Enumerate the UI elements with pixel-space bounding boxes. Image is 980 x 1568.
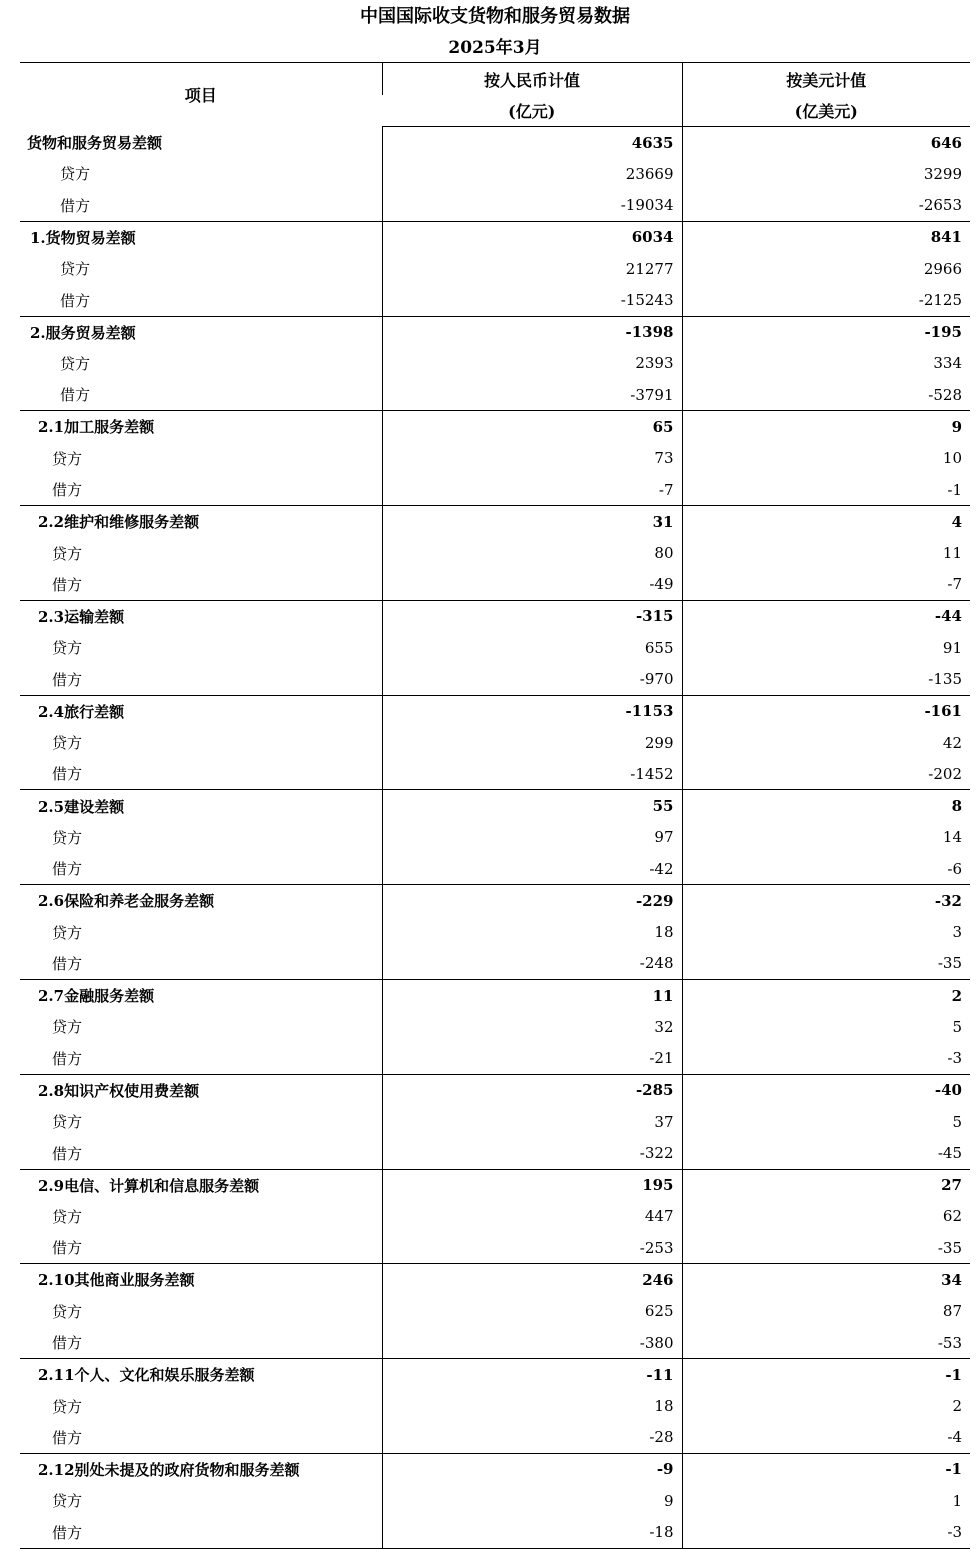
trade-data-table bbox=[20, 62, 970, 1549]
rmb-value: -28 bbox=[382, 1422, 682, 1454]
rmb-value: 4635 bbox=[382, 127, 682, 159]
usd-value: -2653 bbox=[682, 190, 970, 222]
rmb-value: -11 bbox=[382, 1359, 682, 1391]
row-label: 贷方 bbox=[52, 544, 83, 563]
header-rmb: 按人民币计值 bbox=[382, 63, 682, 96]
row-label: 贷方 bbox=[52, 1113, 83, 1132]
rmb-value: -21 bbox=[382, 1043, 682, 1075]
usd-value: -3 bbox=[682, 1517, 970, 1549]
credit-row bbox=[20, 1201, 970, 1233]
rmb-value: -15243 bbox=[382, 284, 682, 316]
credit-row bbox=[20, 727, 970, 759]
rmb-value: 31 bbox=[382, 506, 682, 538]
debit-row bbox=[20, 664, 970, 696]
row-label: 2.9电信、计算机和信息服务差额 bbox=[38, 1176, 260, 1195]
row-label: 借方 bbox=[20, 1327, 382, 1359]
row-label: 借方 bbox=[20, 664, 382, 696]
table-body bbox=[20, 127, 970, 1549]
usd-value: -195 bbox=[682, 316, 970, 348]
usd-value: -7 bbox=[682, 569, 970, 601]
row-label: 贷方 bbox=[52, 449, 83, 468]
header-rmb-unit: (亿元) bbox=[382, 95, 682, 127]
page-title: 中国国际收支货物和服务贸易数据 bbox=[360, 6, 630, 27]
usd-value: -44 bbox=[682, 600, 970, 632]
rmb-value: 625 bbox=[382, 1295, 682, 1327]
usd-value: -4 bbox=[682, 1422, 970, 1454]
usd-value: -161 bbox=[682, 695, 970, 727]
debit-row bbox=[20, 1327, 970, 1359]
debit-row bbox=[20, 758, 970, 790]
row-label: 贷方 bbox=[52, 1397, 83, 1416]
usd-value: 2966 bbox=[682, 253, 970, 285]
row-label: 2.5建设差额 bbox=[38, 797, 125, 816]
rmb-value: -1398 bbox=[382, 316, 682, 348]
credit-row bbox=[20, 1106, 970, 1138]
row-label: 货物和服务贸易差额 bbox=[27, 133, 163, 152]
rmb-value: -229 bbox=[382, 885, 682, 917]
credit-row bbox=[20, 822, 970, 854]
credit-row bbox=[20, 253, 970, 285]
page-subtitle: 2025年3月 bbox=[448, 38, 542, 58]
row-label: 贷方 bbox=[60, 260, 91, 279]
summary-row bbox=[20, 506, 970, 538]
row-label: 贷方 bbox=[52, 734, 83, 753]
usd-value: 4 bbox=[682, 506, 970, 538]
summary-row bbox=[20, 790, 970, 822]
debit-row bbox=[20, 569, 970, 601]
usd-value: 42 bbox=[682, 727, 970, 759]
row-label: 借方 bbox=[20, 948, 382, 980]
rmb-value: -3791 bbox=[382, 379, 682, 411]
rmb-value: 21277 bbox=[382, 253, 682, 285]
debit-row bbox=[20, 1043, 970, 1075]
credit-row bbox=[20, 632, 970, 664]
usd-value: 87 bbox=[682, 1295, 970, 1327]
usd-value: -32 bbox=[682, 885, 970, 917]
debit-row bbox=[20, 379, 970, 411]
usd-value: 5 bbox=[682, 1106, 970, 1138]
row-label: 贷方 bbox=[60, 354, 91, 373]
usd-value: -53 bbox=[682, 1327, 970, 1359]
rmb-value: -322 bbox=[382, 1138, 682, 1170]
row-label: 贷方 bbox=[52, 1207, 83, 1226]
rmb-value: 447 bbox=[382, 1201, 682, 1233]
usd-value: -3 bbox=[682, 1043, 970, 1075]
row-label: 2.12别处未提及的政府货物和服务差额 bbox=[38, 1460, 300, 1479]
credit-row bbox=[20, 158, 970, 190]
rmb-value: -1153 bbox=[382, 695, 682, 727]
rmb-value: 97 bbox=[382, 822, 682, 854]
rmb-value: -19034 bbox=[382, 190, 682, 222]
header-item: 项目 bbox=[20, 63, 382, 127]
rmb-value: 195 bbox=[382, 1169, 682, 1201]
row-label: 2.8知识产权使用费差额 bbox=[38, 1081, 200, 1100]
credit-row bbox=[20, 348, 970, 380]
row-label: 2.2维护和维修服务差额 bbox=[38, 513, 200, 532]
row-label: 2.7金融服务差额 bbox=[38, 987, 155, 1006]
debit-row bbox=[20, 474, 970, 506]
row-label: 借方 bbox=[20, 1517, 382, 1549]
rmb-value: 37 bbox=[382, 1106, 682, 1138]
summary-row bbox=[20, 127, 970, 159]
row-label: 2.1加工服务差额 bbox=[38, 418, 155, 437]
row-label: 2.10其他商业服务差额 bbox=[38, 1271, 195, 1290]
usd-value: 2 bbox=[682, 980, 970, 1012]
debit-row bbox=[20, 1232, 970, 1264]
rmb-value: 65 bbox=[382, 411, 682, 443]
usd-value: 1 bbox=[682, 1485, 970, 1517]
rmb-value: 55 bbox=[382, 790, 682, 822]
usd-value: 91 bbox=[682, 632, 970, 664]
rmb-value: -315 bbox=[382, 600, 682, 632]
usd-value: -528 bbox=[682, 379, 970, 411]
row-label: 借方 bbox=[20, 379, 382, 411]
row-label: 2.4旅行差额 bbox=[38, 702, 125, 721]
row-label: 借方 bbox=[20, 1043, 382, 1075]
usd-value: -1 bbox=[682, 474, 970, 506]
row-label: 2.6保险和养老金服务差额 bbox=[38, 892, 215, 911]
row-label: 借方 bbox=[20, 1138, 382, 1170]
usd-value: -35 bbox=[682, 1232, 970, 1264]
row-label: 贷方 bbox=[52, 1302, 83, 1321]
rmb-value: -248 bbox=[382, 948, 682, 980]
usd-value: -1 bbox=[682, 1359, 970, 1391]
header-usd-unit: (亿美元) bbox=[682, 95, 970, 127]
usd-value: 10 bbox=[682, 442, 970, 474]
usd-value: 334 bbox=[682, 348, 970, 380]
summary-row bbox=[20, 885, 970, 917]
usd-value: 11 bbox=[682, 537, 970, 569]
rmb-value: -253 bbox=[382, 1232, 682, 1264]
rmb-value: -9 bbox=[382, 1453, 682, 1485]
summary-row bbox=[20, 1264, 970, 1296]
debit-row bbox=[20, 1422, 970, 1454]
row-label: 贷方 bbox=[52, 923, 83, 942]
summary-row bbox=[20, 1074, 970, 1106]
rmb-value: 32 bbox=[382, 1011, 682, 1043]
summary-row bbox=[20, 1453, 970, 1485]
rmb-value: -7 bbox=[382, 474, 682, 506]
credit-row bbox=[20, 537, 970, 569]
rmb-value: 9 bbox=[382, 1485, 682, 1517]
row-label: 贷方 bbox=[52, 828, 83, 847]
rmb-value: 2393 bbox=[382, 348, 682, 380]
usd-value: -40 bbox=[682, 1074, 970, 1106]
usd-value: -45 bbox=[682, 1138, 970, 1170]
rmb-value: -18 bbox=[382, 1517, 682, 1549]
usd-value: 2 bbox=[682, 1390, 970, 1422]
summary-row bbox=[20, 600, 970, 632]
rmb-value: -1452 bbox=[382, 758, 682, 790]
summary-row bbox=[20, 221, 970, 253]
usd-value: 62 bbox=[682, 1201, 970, 1233]
usd-value: -6 bbox=[682, 853, 970, 885]
usd-value: 27 bbox=[682, 1169, 970, 1201]
credit-row bbox=[20, 916, 970, 948]
debit-row bbox=[20, 948, 970, 980]
usd-value: 8 bbox=[682, 790, 970, 822]
usd-value: 9 bbox=[682, 411, 970, 443]
rmb-value: 80 bbox=[382, 537, 682, 569]
summary-row bbox=[20, 411, 970, 443]
row-label: 2.3运输差额 bbox=[38, 607, 125, 626]
debit-row bbox=[20, 1517, 970, 1549]
debit-row bbox=[20, 284, 970, 316]
rmb-value: 655 bbox=[382, 632, 682, 664]
row-label: 贷方 bbox=[60, 165, 91, 184]
row-label: 2.服务贸易差额 bbox=[30, 323, 136, 342]
usd-value: 3299 bbox=[682, 158, 970, 190]
row-label: 借方 bbox=[20, 758, 382, 790]
usd-value: 5 bbox=[682, 1011, 970, 1043]
row-label: 借方 bbox=[20, 190, 382, 222]
usd-value: 14 bbox=[682, 822, 970, 854]
credit-row bbox=[20, 1485, 970, 1517]
credit-row bbox=[20, 1295, 970, 1327]
row-label: 借方 bbox=[20, 853, 382, 885]
rmb-value: -380 bbox=[382, 1327, 682, 1359]
summary-row bbox=[20, 316, 970, 348]
row-label: 2.11个人、文化和娱乐服务差额 bbox=[38, 1366, 255, 1385]
usd-value: -202 bbox=[682, 758, 970, 790]
row-label: 1.货物贸易差额 bbox=[30, 228, 136, 247]
rmb-value: -42 bbox=[382, 853, 682, 885]
summary-row bbox=[20, 695, 970, 727]
usd-value: 34 bbox=[682, 1264, 970, 1296]
rmb-value: 73 bbox=[382, 442, 682, 474]
usd-value: 3 bbox=[682, 916, 970, 948]
header-usd: 按美元计值 bbox=[682, 63, 970, 96]
credit-row bbox=[20, 1011, 970, 1043]
rmb-value: 18 bbox=[382, 916, 682, 948]
usd-value: -2125 bbox=[682, 284, 970, 316]
rmb-value: 299 bbox=[382, 727, 682, 759]
row-label: 贷方 bbox=[52, 1492, 83, 1511]
usd-value: 646 bbox=[682, 127, 970, 159]
debit-row bbox=[20, 190, 970, 222]
row-label: 借方 bbox=[20, 474, 382, 506]
rmb-value: 11 bbox=[382, 980, 682, 1012]
rmb-value: 18 bbox=[382, 1390, 682, 1422]
table-header bbox=[20, 63, 970, 127]
rmb-value: -285 bbox=[382, 1074, 682, 1106]
credit-row bbox=[20, 1390, 970, 1422]
row-label: 借方 bbox=[20, 569, 382, 601]
summary-row bbox=[20, 1359, 970, 1391]
row-label: 借方 bbox=[20, 284, 382, 316]
rmb-value: 6034 bbox=[382, 221, 682, 253]
rmb-value: -970 bbox=[382, 664, 682, 696]
usd-value: 841 bbox=[682, 221, 970, 253]
debit-row bbox=[20, 853, 970, 885]
summary-row bbox=[20, 1169, 970, 1201]
row-label: 借方 bbox=[20, 1232, 382, 1264]
usd-value: -135 bbox=[682, 664, 970, 696]
credit-row bbox=[20, 442, 970, 474]
rmb-value: 246 bbox=[382, 1264, 682, 1296]
usd-value: -35 bbox=[682, 948, 970, 980]
row-label: 贷方 bbox=[52, 1018, 83, 1037]
row-label: 贷方 bbox=[52, 639, 83, 658]
summary-row bbox=[20, 980, 970, 1012]
usd-value: -1 bbox=[682, 1453, 970, 1485]
rmb-value: 23669 bbox=[382, 158, 682, 190]
rmb-value: -49 bbox=[382, 569, 682, 601]
row-label: 借方 bbox=[20, 1422, 382, 1454]
debit-row bbox=[20, 1138, 970, 1170]
